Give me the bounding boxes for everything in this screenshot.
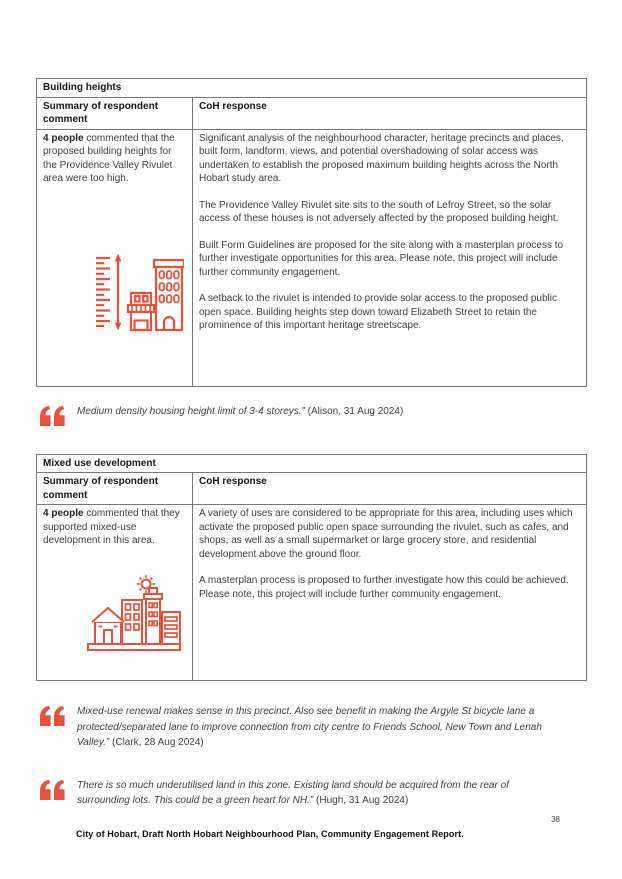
table-title: Building heights	[37, 79, 587, 98]
response-paragraph: The Providence Valley Rivulet site sits to the south of Lefroy Street, so the solar access of these houses is not adversely affected by the proposed building height.	[199, 199, 559, 224]
summary-cell	[37, 505, 193, 681]
mixed-use-buildings-icon	[86, 574, 182, 659]
summary-cell	[37, 129, 193, 386]
column-header-response: CoH response	[193, 473, 587, 505]
quote-marks-icon	[38, 705, 65, 731]
quote-block	[38, 704, 586, 751]
respondent-count: 4 people	[43, 508, 84, 519]
summary-text: 4 people commented that they supported mixed-use development in this area.	[43, 508, 180, 546]
quote-block	[38, 778, 586, 809]
quote-attribution: (Hugh, 31 Aug 2024)	[316, 795, 409, 806]
quote-text: Mixed-use renewal makes sense in this precinct. Also see benefit in making the Argyle St bicycle lane a protected/separated lane to improve connection from city centre to Friends School, New Town and Lenah Valley.” (Clark, 28 Aug 2024)	[77, 706, 542, 748]
summary-text: 4 people commented that the proposed building heights for the Providence Valley Rivulet area were too high.	[43, 132, 175, 184]
quote-attribution: (Alison, 31 Aug 2024)	[307, 405, 404, 417]
building-heights-table	[36, 78, 587, 387]
respondent-count: 4 people	[43, 132, 84, 144]
response-paragraph: Significant analysis of the neighbourhood character, heritage precincts and places, built form, landform, views, and potential overshadowing of solar access was undertaken to establish the proposed maximum building heights across the North Hobart study area.	[199, 132, 564, 184]
response-paragraph: A variety of uses are considered to be appropriate for this area, including uses which activate the proposed public open space surrounding the rivulet, such as cafes, and shops, as well as a small supermarket or large grocery store, and residential development above the ground floor.	[199, 508, 573, 560]
quote-marks-icon	[38, 779, 65, 805]
page-number: 38	[551, 815, 560, 824]
column-header-summary: Summary of respondent comment	[37, 97, 193, 129]
table-title: Mixed use development	[37, 454, 587, 473]
response-cell	[193, 129, 587, 386]
page-content	[36, 78, 586, 809]
response-paragraph: Built Form Guidelines are proposed for the site along with a masterplan process to further investigate opportunities for this area. Please note, this project will include further community engagement.	[199, 239, 564, 278]
quote-text: There is so much underutilised land in this zone. Existing land should be acquired from the rear of surrounding lots. This could be a green heart for NH.” (Hugh, 31 Aug 2024)	[77, 779, 509, 806]
response-cell	[193, 505, 587, 681]
quote-text: Medium density housing height limit of 3-4 storeys.” (Alison, 31 Aug 2024)	[77, 405, 404, 417]
response-paragraph: A setback to the rivulet is intended to provide solar access to the proposed public open space. Building heights step down toward Elizabeth Street to retain the prominence of this important heritage streetscape.	[199, 293, 557, 331]
response-paragraph: A masterplan process is proposed to further investigate how this could be achieved. Please note, this project will include further community engagement.	[199, 575, 569, 600]
quote-block	[38, 404, 586, 431]
column-header-summary: Summary of respondent comment	[37, 473, 193, 505]
quote-attribution: (Clark, 28 Aug 2024)	[112, 737, 204, 748]
mixed-use-development-table	[36, 454, 587, 682]
footer-text: City of Hobart, Draft North Hobart Neighbourhood Plan, Community Engagement Report.	[76, 829, 464, 839]
building-height-ruler-icon	[92, 248, 184, 339]
column-header-response: CoH response	[193, 97, 587, 129]
quote-marks-icon	[38, 405, 65, 431]
